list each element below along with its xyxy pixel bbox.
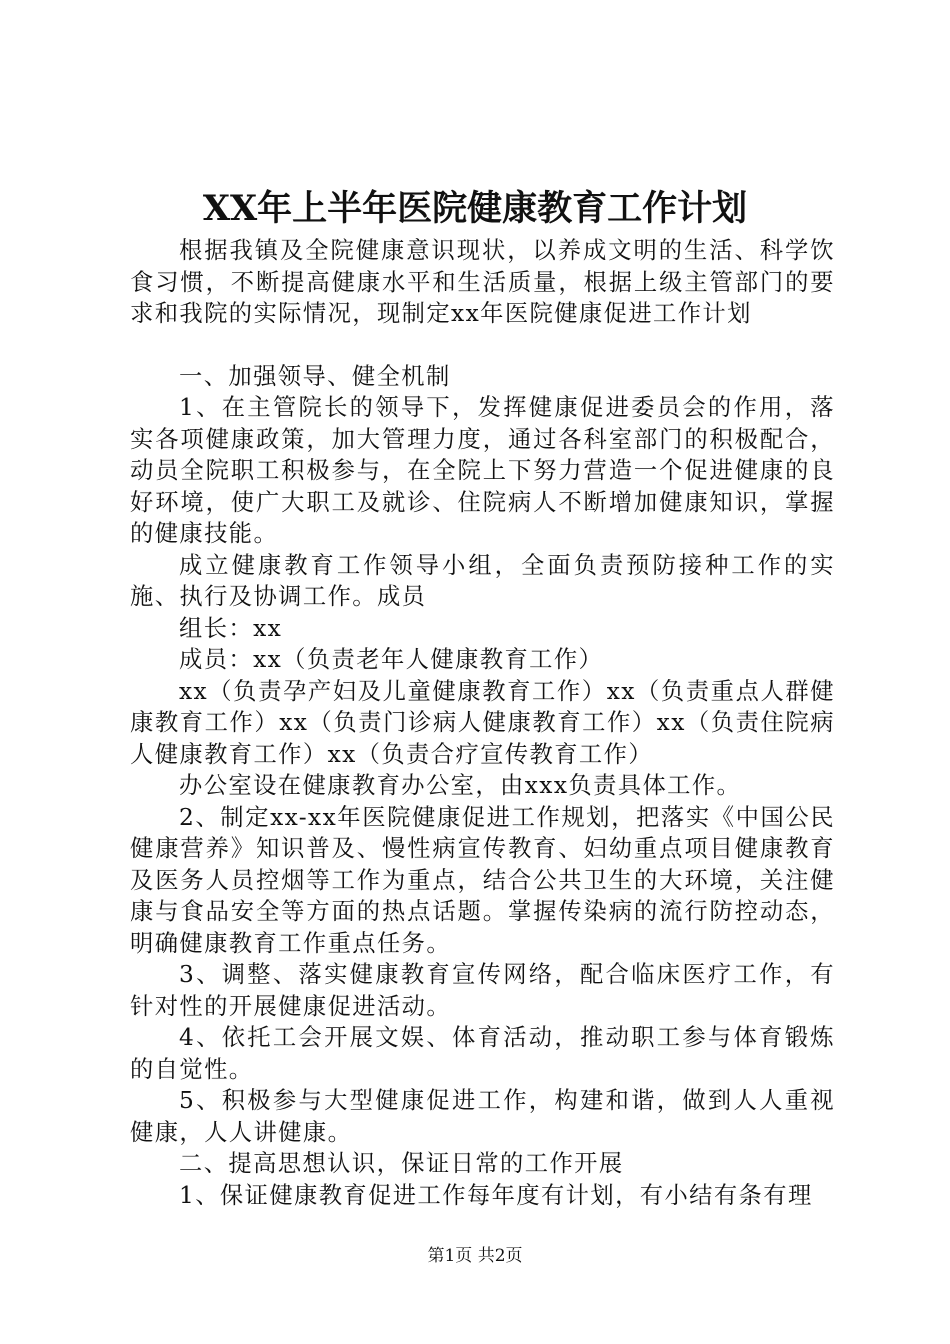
body-paragraph: 1、在主管院长的领导下，发挥健康促进委员会的作用，落实各项健康政策，加大管理力度，通过各科室部门的积极配合，动员全院职工积极参与，在全院上下努力营造一个促进健康的良好环境，使广大职工及就诊、住院病人不断增加健康知识，掌握的健康技能。 bbox=[130, 394, 835, 547]
office-line: 办公室设在健康教育办公室，由xxx负责具体工作。 bbox=[179, 772, 742, 799]
body-paragraph: 2、制定xx-xx年医院健康促进工作规划，把落实《中国公民健康营养》知识普及、慢性病宣传教育、妇幼重点项目健康教育及医务人员控烟等工作为重点，结合公共卫生的大环境，关注健康与食品安全等方面的热点话题。掌握传染病的流行防控动态，明确健康教育工作重点任务。 bbox=[130, 803, 835, 957]
page-footer: 第1页 共2页 bbox=[427, 1246, 523, 1266]
document-body bbox=[130, 235, 835, 1211]
body-paragraph: 1、保证健康教育促进工作每年度有计划，有小结有条有理 bbox=[179, 1181, 813, 1209]
body-paragraph: 4、依托工会开展文娱、体育活动，推动职工参与体育锻炼的自觉性。 bbox=[130, 1024, 835, 1083]
team-members-list: xx（负责孕产妇及儿童健康教育工作）xx（负责重点人群健康教育工作）xx（负责门诊病人健康教育工作）xx（负责住院病人健康教育工作）xx（负责合疗宣传教育工作） bbox=[130, 677, 835, 768]
body-paragraph: 3、调整、落实健康教育宣传网络，配合临床医疗工作，有针对性的开展健康促进活动。 bbox=[130, 961, 835, 1020]
section-heading-1: 一、加强领导、健全机制 bbox=[179, 362, 451, 390]
section-heading-2: 二、提高思想认识，保证日常的工作开展 bbox=[179, 1150, 624, 1177]
intro-paragraph: 根据我镇及全院健康意识现状，以养成文明的生活、科学饮食习惯，不断提高健康水平和生活质量，根据上级主管部门的要求和我院的实际情况，现制定xx年医院健康促进工作计划 bbox=[130, 237, 835, 327]
body-paragraph: 成立健康教育工作领导小组，全面负责预防接种工作的实施、执行及协调工作。成员 bbox=[130, 551, 835, 610]
body-paragraph: 5、积极参与大型健康促进工作，构建和谐，做到人人重视健康，人人讲健康。 bbox=[130, 1087, 835, 1146]
team-members-line: 成员：xx（负责老年人健康教育工作） bbox=[179, 646, 604, 673]
team-leader-line: 组长：xx bbox=[179, 614, 283, 642]
document-title: XX年上半年医院健康教育工作计划 bbox=[202, 188, 748, 229]
